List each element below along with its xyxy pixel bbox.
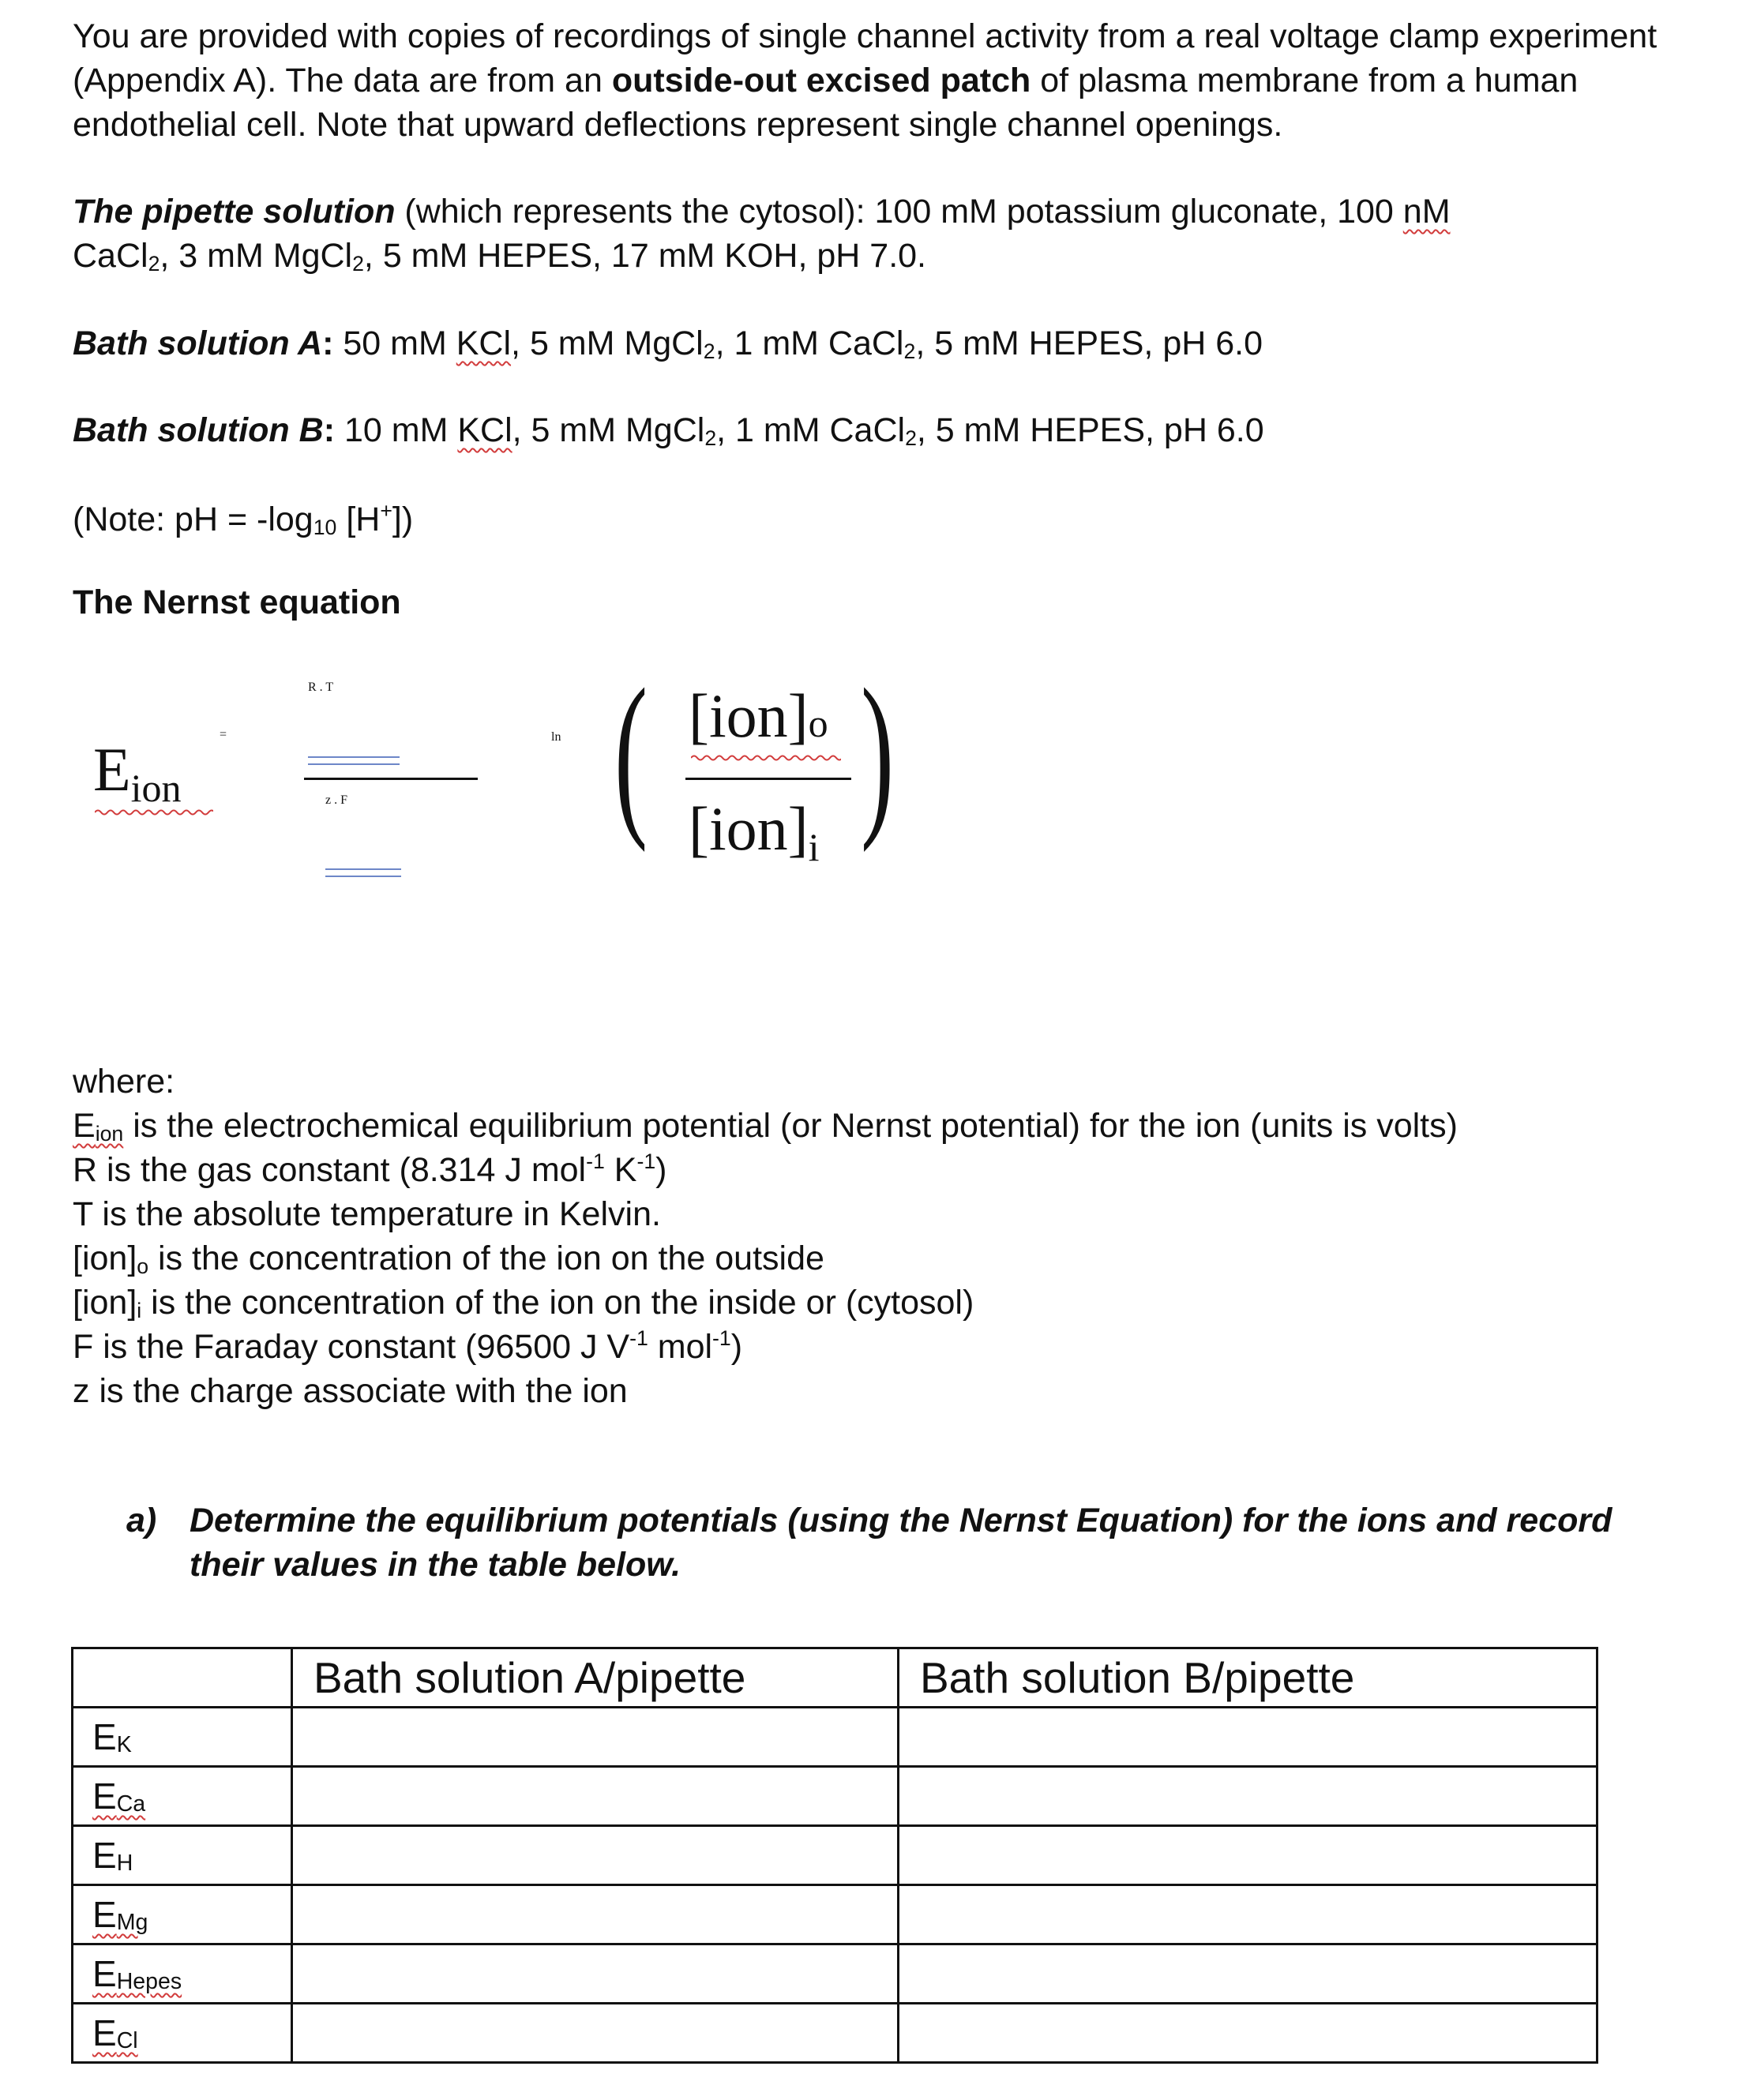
cell-eca-bath-b[interactable] — [899, 1767, 1597, 1826]
eq-conc-out-text: [ion] — [689, 681, 809, 750]
where-eion-e: E — [73, 1107, 96, 1145]
eq-den-underline — [325, 868, 401, 877]
note-post: ]) — [392, 501, 414, 538]
row-label-ek — [73, 1708, 292, 1767]
where-r — [73, 1148, 1731, 1192]
eq-conc-in-text: [ion] — [689, 794, 809, 863]
where-f-mid: mol — [648, 1328, 713, 1366]
bath-b-s2: 2 — [905, 426, 917, 450]
pipette-text-3: , 3 mM MgCl — [160, 237, 353, 275]
eq-equals: = — [220, 728, 227, 741]
intro-text-1: You are provided with copies of recordings of single channel activity from a real voltage clamp experiment (Appendix A). The data are from an — [73, 17, 1658, 99]
eq-right-paren: ) — [861, 651, 895, 853]
cell-eh-bath-a[interactable] — [292, 1826, 899, 1885]
row-label-e: E — [92, 1776, 117, 1817]
where-t: T is the absolute temperature in Kelvin. — [73, 1195, 661, 1233]
bath-b-t2: , 1 mM CaCl — [716, 411, 906, 449]
question-text: Determine the equilibrium potentials (using the Nernst Equation) for the ions and record their values in the table below. — [190, 1502, 1612, 1584]
row-label-e: E — [92, 1716, 117, 1757]
where-i-pre: [ion] — [73, 1284, 137, 1322]
row-label-eca-symbol — [92, 1776, 145, 1817]
ph-note — [73, 497, 413, 542]
bath-a-pre: 50 mM — [333, 324, 456, 362]
eq-out-squiggle — [691, 754, 841, 762]
row-label-sub: Cl — [116, 2027, 138, 2053]
where-i-sub: i — [137, 1298, 142, 1322]
row-label-sub: Mg — [116, 1909, 148, 1935]
cell-ehepes-bath-b[interactable] — [899, 1944, 1597, 2004]
where-i-text: is the concentration of the ion on the inside or (cytosol) — [141, 1284, 974, 1322]
cell-eh-bath-b[interactable] — [899, 1826, 1597, 1885]
row-label-ecl-symbol — [92, 2012, 138, 2053]
table-row — [73, 1885, 1597, 1944]
eq-e: E — [93, 735, 131, 804]
equilibrium-potential-table — [71, 1647, 1598, 2064]
bath-b-label: Bath solution B — [73, 411, 324, 449]
pipette-nm: nM — [1402, 193, 1451, 231]
where-f-sup1: -1 — [629, 1326, 648, 1351]
row-label-eh — [73, 1826, 292, 1885]
eq-conc-in — [689, 793, 820, 869]
bath-b-colon: : — [323, 411, 336, 449]
where-f-sup2: -1 — [712, 1326, 731, 1351]
where-eion — [73, 1104, 1731, 1148]
nernst-title — [73, 580, 401, 624]
table-header-bath-a: Bath solution A/pipette — [292, 1648, 899, 1708]
note-sub: 10 — [313, 515, 337, 539]
note-sup: + — [380, 499, 392, 523]
table-row — [73, 2004, 1597, 2063]
eq-inner-fraction-bar — [685, 778, 851, 780]
intro-text-2: of plasma membrane from a human endothelial cell. Note that upward deflections represent single channel openings. — [73, 62, 1579, 144]
cell-emg-bath-b[interactable] — [899, 1885, 1597, 1944]
row-label-emg-symbol — [92, 1894, 148, 1935]
eq-num-underline — [308, 756, 400, 765]
bath-a-label: Bath solution A — [73, 324, 323, 362]
bath-a-s2: 2 — [903, 339, 916, 363]
pipette-text-4: , 5 mM HEPES, 17 mM KOH, pH 7.0. — [363, 237, 927, 275]
cell-ek-bath-a[interactable] — [292, 1708, 899, 1767]
bath-b-pre: 10 mM — [335, 411, 458, 449]
bath-a-t2: , 1 mM CaCl — [715, 324, 904, 362]
cell-eca-bath-a[interactable] — [292, 1767, 899, 1826]
bath-b-t3: , 5 mM HEPES, pH 6.0 — [916, 411, 1264, 449]
intro-paragraph — [73, 14, 1699, 147]
where-r-mid: K — [604, 1151, 637, 1189]
note-mid: [H — [336, 501, 381, 538]
eq-ln: ln — [551, 730, 561, 744]
where-ion-o — [73, 1236, 1731, 1281]
where-eion-symbol — [73, 1107, 123, 1145]
bath-a-kcl: KCl — [456, 324, 512, 362]
bath-a-s1: 2 — [703, 339, 715, 363]
where-o-pre: [ion] — [73, 1239, 137, 1277]
table-header-blank — [73, 1648, 292, 1708]
eq-fraction-bar — [304, 778, 478, 780]
eq-left-paren: ( — [614, 651, 648, 853]
where-title: where: — [73, 1063, 175, 1101]
pipette-text-1: (which represents the cytosol): 100 mM potassium gluconate, 100 — [395, 193, 1403, 231]
table-row — [73, 1708, 1597, 1767]
bath-b-s1: 2 — [704, 426, 717, 450]
row-label-ehepes-symbol — [92, 1953, 182, 1994]
row-label-e: E — [92, 1953, 117, 1994]
where-z: z is the charge associate with the ion — [73, 1372, 628, 1410]
bath-a-t3: , 5 mM HEPES, pH 6.0 — [915, 324, 1263, 362]
where-r-sup2: -1 — [636, 1149, 656, 1174]
row-label-sub: Hepes — [116, 1968, 182, 1994]
bath-a-t1: , 5 mM MgCl — [511, 324, 704, 362]
pipette-label: The pipette solution — [73, 193, 396, 231]
where-o-text: is the concentration of the ion on the outside — [148, 1239, 824, 1277]
bath-a-colon: : — [322, 324, 334, 362]
table-row — [73, 1767, 1597, 1826]
row-label-ehepes — [73, 1944, 292, 2004]
bath-b-t1: , 5 mM MgCl — [512, 411, 705, 449]
eq-o-sub: o — [808, 701, 828, 745]
table-header-row — [73, 1648, 1597, 1708]
where-r-text: R is the gas constant (8.314 J mol — [73, 1151, 587, 1189]
eq-lhs — [93, 734, 182, 810]
row-label-sub: H — [116, 1850, 133, 1876]
row-label-e: E — [92, 2012, 117, 2053]
row-label-emg — [73, 1885, 292, 1944]
cell-ecl-bath-a[interactable] — [292, 2004, 899, 2063]
cell-emg-bath-a[interactable] — [292, 1885, 899, 1944]
where-eion-text: is the electrochemical equilibrium potential (or Nernst potential) for the ion (units is volts) — [123, 1107, 1458, 1145]
row-label-e: E — [92, 1894, 117, 1935]
cell-ehepes-bath-a[interactable] — [292, 1944, 899, 2004]
table-row — [73, 1826, 1597, 1885]
row-label-ecl — [73, 2004, 292, 2063]
table-header-bath-b: Bath solution B/pipette — [899, 1648, 1597, 1708]
row-label-sub: K — [116, 1731, 132, 1757]
where-f — [73, 1325, 1731, 1369]
pipette-sub-2: 2 — [352, 251, 364, 276]
eq-e-squiggle — [95, 808, 213, 816]
eq-i-sub: i — [808, 825, 820, 869]
bath-b-kcl: KCl — [457, 411, 512, 449]
eq-denominator: z . F — [325, 793, 347, 807]
where-block — [73, 1059, 1731, 1413]
table-row — [73, 1944, 1597, 2004]
where-o-sub: o — [137, 1254, 149, 1278]
where-r-end: ) — [655, 1151, 667, 1189]
eq-ion-sub: ion — [130, 766, 182, 810]
pipette-solution — [73, 189, 1699, 278]
eq-conc-out — [689, 681, 828, 752]
where-eion-sub: ion — [95, 1121, 124, 1146]
question-number: a) — [126, 1502, 157, 1539]
intro-bold: outside-out excised patch — [611, 62, 1031, 99]
where-f-end: ) — [730, 1328, 743, 1366]
cell-ecl-bath-b[interactable] — [899, 2004, 1597, 2063]
nernst-title-text: The Nernst equation — [73, 583, 401, 621]
pipette-sub-1: 2 — [148, 251, 160, 276]
bath-solution-a — [73, 321, 1263, 366]
bath-solution-b — [73, 408, 1264, 452]
where-ion-i — [73, 1281, 1731, 1325]
row-label-eca — [73, 1767, 292, 1826]
row-label-sub: Ca — [116, 1791, 146, 1817]
pipette-text-2: CaCl — [73, 237, 148, 275]
where-f-text: F is the Faraday constant (96500 J V — [73, 1328, 630, 1366]
eq-numerator: R . T — [308, 681, 334, 694]
note-pre: (Note: pH = -log — [73, 501, 313, 538]
cell-ek-bath-b[interactable] — [899, 1708, 1597, 1767]
where-r-sup1: -1 — [586, 1149, 605, 1174]
row-label-e: E — [92, 1835, 117, 1876]
